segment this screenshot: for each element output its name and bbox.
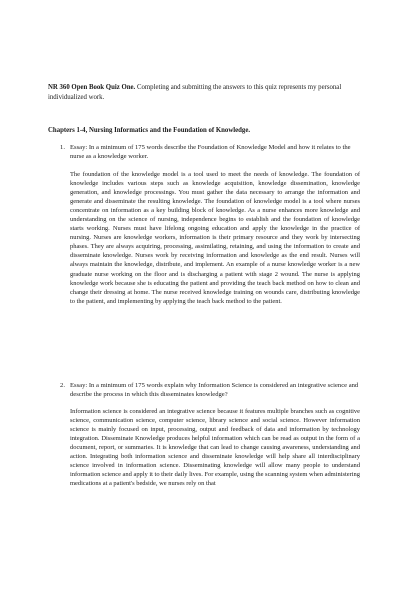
question-number: 2.: [60, 382, 65, 389]
question-number: 1.: [60, 144, 65, 151]
chapter-heading: Chapters 1-4, Nursing Informatics and the Foundation of Knowledge.: [48, 127, 251, 134]
question-text: Essay: In a minimum of 175 words describe the Foundation of Knowledge Model and how it relates to the nurse as a knowledge worker.: [70, 144, 351, 160]
question-prompt: [48, 143, 360, 161]
question-2: [48, 381, 360, 488]
question-text: Essay: In a minimum of 175 words explain why Information Science is considered an integrative science and describe the process in which this disseminates knowledge?: [70, 382, 359, 398]
document-header: [48, 83, 358, 102]
question-prompt: [48, 381, 360, 399]
answer-paragraph: Information science is considered an integrative science because it features multiple branches such as cognitive science, communication science, computer science, library science and social science. However information science is mainly focused on input, processing, output and feedback of data and information by technology integration. Disseminate Knowledge produces helpful information which can be read as output in the form of a document, report, or summaries. It is knowledge that can lead to change causing awareness, understanding and action. Integrating both information science and disseminate knowledge will help share all interdisciplinary science involved in information science. Disseminating knowledge will allow many people to understand information science and apply it to their daily lives. For example, using the scanning system when administering medications at a patient's bedside, we nurses rely on that: [70, 408, 360, 488]
quiz-instruction: Completing and submitting the answers to this quiz represents my personal individualized work.: [48, 84, 342, 101]
quiz-title: NR 360 Open Book Quiz One.: [48, 84, 136, 91]
question-1: [48, 143, 360, 306]
answer-paragraph: The foundation of the knowledge model is a tool used to meet the needs of knowledge. The foundation of knowledge includes various steps such as knowledge acquisition, knowledge dissemination, knowledge generation, and knowledge processings. You must gather the data necessary to arrange the information and generate and disseminate the resulting knowledge. The foundation of knowledge model is a tool where nurses concentrate on information as a key building block of knowledge. As a nurse enhances more knowledge and understanding on the science of nursing, independence begins to establish and the foundation of knowledge starts working. Nurses must have lifelong ongoing education and apply the knowledge in the practice of nursing. Nurses are knowledge workers, information is their primary resource and they work by intersecting phases. They are always acquiring, processing, assimilating, retaining, and using the information to create and disseminate knowledge. Nurses work by receiving information and knowledge as the end result. Nurses will always maintain the knowledge, distribute, and implement. An example of a nurse knowledge worker is a new graduate nurse working on the floor and is discharging a patient with stage 2 wound. The nurse is applying knowledge work because she is educating the patient and providing the teach back method on how to clean and change their dressing at home. The nurse received knowledge training on wounds care, distributing knowledge to the patient, and implementing by applying the teach back method to the patient.: [70, 171, 360, 305]
